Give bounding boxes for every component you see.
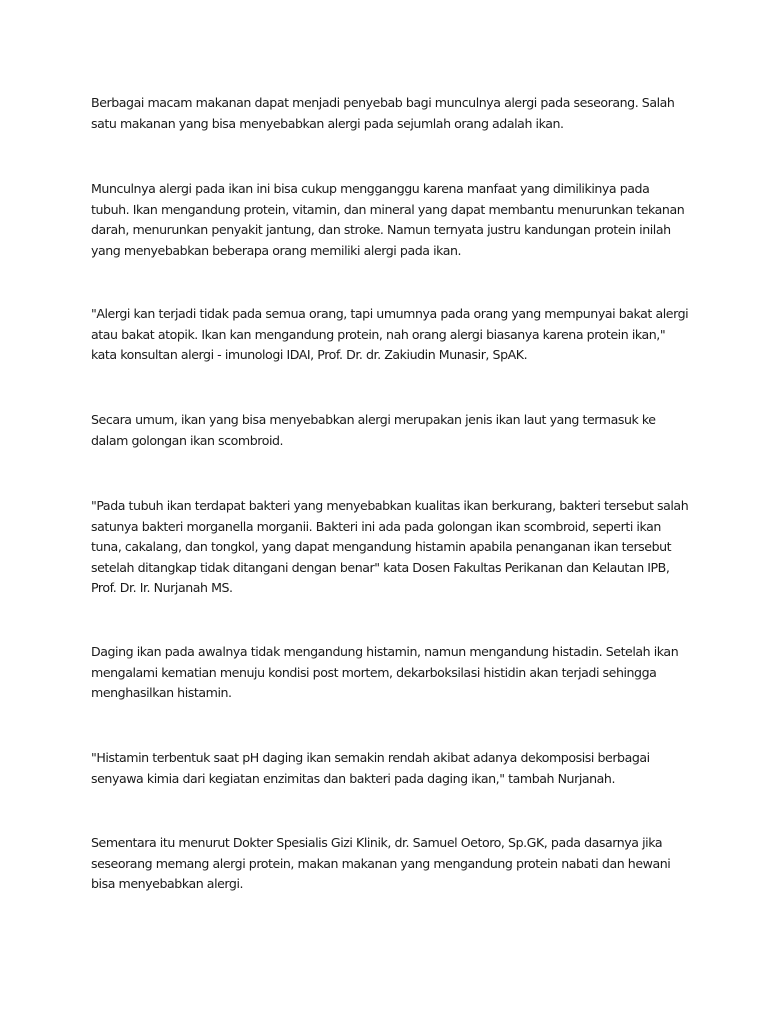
paragraph-scombroid: Secara umum, ikan yang bisa menyebabkan alergi merupakan jenis ikan laut yang termasuk ke dalam golongan ikan scombroid. <box>91 412 656 448</box>
paragraph-oetoro: Sementara itu menurut Dokter Spesialis Gizi Klinik, dr. Samuel Oetoro, Sp.GK, pada dasarnya jika seseorang memang alergi protein, makan makanan yang mengandung protein nabati dan hewani bisa menyebabkan alergi. <box>91 835 671 891</box>
paragraph-histadin: Daging ikan pada awalnya tidak mengandung histamin, namun mengandung histadin. Setelah ikan mengalami kematian menuju kondisi post mortem, dekarboksilasi histidin akan terjadi sehingga menghasilkan histamin. <box>91 644 679 700</box>
paragraph-quote-munasir: "Alergi kan terjadi tidak pada semua orang, tapi umumnya pada orang yang mempunyai bakat alergi atau bakat atopik. Ikan kan mengandung protein, nah orang alergi biasanya karena protein ikan," kata konsultan alergi - imunologi IDAI, Prof. Dr. dr. Zakiudin Munasir, SpAK. <box>91 306 689 362</box>
paragraph-histamine-quote: "Histamin terbentuk saat pH daging ikan semakin rendah akibat adanya dekomposisi berbagai senyawa kimia dari kegiatan enzimitas dan bakteri pada daging ikan," tambah Nurjanah. <box>91 750 650 786</box>
paragraph-quote-nurjanah: "Pada tubuh ikan terdapat bakteri yang menyebabkan kualitas ikan berkurang, bakteri tersebut salah satunya bakteri morganella morganii. Bakteri ini ada pada golongan ikan scombroid, seperti ikan tuna, cakalang, dan tongkol, yang dapat mengandung histamin apabila penanganan ikan tersebut setelah ditangkap tidak ditangani dengan benar" kata Dosen Fakultas Perikanan dan Kelautan IPB, Prof. Dr. Ir. Nurjanah MS. <box>91 498 689 595</box>
paragraph-fish-benefits: Munculnya alergi pada ikan ini bisa cukup mengganggu karena manfaat yang dimilikinya pada tubuh. Ikan mengandung protein, vitamin, dan mineral yang dapat membantu menurunkan tekanan darah, menurunkan penyakit jantung, dan stroke. Namun ternyata justru kandungan protein inilah yang menyebabkan beberapa orang memiliki alergi pada ikan. <box>91 181 685 258</box>
paragraph-intro: Berbagai macam makanan dapat menjadi penyebab bagi munculnya alergi pada seseorang. Salah satu makanan yang bisa menyebabkan alergi pada sejumlah orang adalah ikan. <box>91 95 675 131</box>
